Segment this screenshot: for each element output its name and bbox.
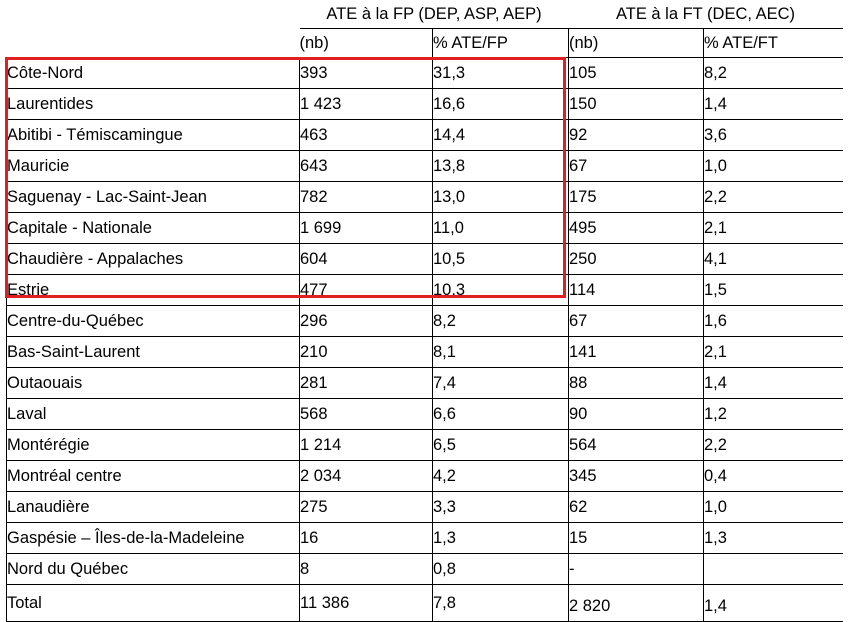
pct-fp-cell: 8,2 (433, 306, 569, 337)
table-row (7, 275, 843, 306)
nb-fp-cell: 2 034 (300, 461, 433, 492)
pct-ft-cell: 2,2 (704, 182, 843, 213)
region-cell: Capitale - Nationale (7, 213, 300, 244)
pct-ft-cell: 1,4 (704, 89, 843, 120)
nb-fp-cell: 281 (300, 368, 433, 399)
header-row-groups (7, 0, 843, 29)
nb-fp-cell: 477 (300, 275, 433, 306)
table-row (7, 120, 843, 151)
nb-ft-cell: 105 (569, 58, 704, 89)
nb-ft-cell: 495 (569, 213, 704, 244)
nb-ft-cell: 114 (569, 275, 704, 306)
region-cell: Saguenay - Lac-Saint-Jean (7, 182, 300, 213)
pct-ft-cell: 1,5 (704, 275, 843, 306)
region-cell: Centre-du-Québec (7, 306, 300, 337)
table-row (7, 58, 843, 89)
table-row (7, 368, 843, 399)
table-row (7, 399, 843, 430)
pct-ft-cell: 1,0 (704, 151, 843, 182)
header-pct-fp: % ATE/FP (433, 29, 569, 58)
pct-fp-cell: 8,1 (433, 337, 569, 368)
region-cell: Montérégie (7, 430, 300, 461)
nb-ft-cell: 67 (569, 151, 704, 182)
nb-fp-cell: 782 (300, 182, 433, 213)
pct-ft-cell: 8,2 (704, 58, 843, 89)
table-row (7, 461, 843, 492)
total-row (7, 585, 843, 622)
table-row (7, 89, 843, 120)
nb-ft-cell: 564 (569, 430, 704, 461)
nb-fp-cell: 296 (300, 306, 433, 337)
pct-fp-cell: 11,0 (433, 213, 569, 244)
nb-fp-cell: 393 (300, 58, 433, 89)
nb-fp-cell: 16 (300, 523, 433, 554)
table-row (7, 554, 843, 585)
total-pct-fp: 7,8 (433, 585, 569, 622)
nb-fp-cell: 1 699 (300, 213, 433, 244)
nb-fp-cell: 1 423 (300, 89, 433, 120)
pct-ft-cell: 1,2 (704, 399, 843, 430)
pct-ft-cell: 4,1 (704, 244, 843, 275)
nb-fp-cell: 275 (300, 492, 433, 523)
table-row (7, 492, 843, 523)
header-group-fp: ATE à la FP (DEP, ASP, AEP) (326, 5, 542, 23)
pct-fp-cell: 13,0 (433, 182, 569, 213)
pct-ft-cell: 1,6 (704, 306, 843, 337)
region-cell: Bas-Saint-Laurent (7, 337, 300, 368)
total-nb-fp: 11 386 (300, 585, 433, 622)
region-cell: Laurentides (7, 89, 300, 120)
region-cell: Abitibi - Témiscamingue (7, 120, 300, 151)
header-nb-ft: (nb) (569, 29, 704, 58)
pct-ft-cell: 2,2 (704, 430, 843, 461)
table-row (7, 337, 843, 368)
header-nb-fp: (nb) (300, 29, 433, 58)
nb-ft-cell: - (569, 554, 704, 585)
table-row (7, 523, 843, 554)
header-group-ft: ATE à la FT (DEC, AEC) (615, 5, 796, 23)
pct-fp-cell: 7,4 (433, 368, 569, 399)
region-cell: Nord du Québec (7, 554, 300, 585)
header-empty-cell (7, 0, 300, 29)
nb-ft-cell: 67 (569, 306, 704, 337)
nb-ft-cell: 90 (569, 399, 704, 430)
pct-fp-cell: 3,3 (433, 492, 569, 523)
pct-fp-cell: 14,4 (433, 120, 569, 151)
table-row (7, 213, 843, 244)
header-pct-ft: % ATE/FT (704, 29, 843, 58)
pct-ft-cell: 1,3 (704, 523, 843, 554)
pct-ft-cell (704, 554, 843, 585)
header-empty-cell (7, 29, 300, 58)
nb-ft-cell: 345 (569, 461, 704, 492)
nb-ft-cell: 88 (569, 368, 704, 399)
region-cell: Chaudière - Appalaches (7, 244, 300, 275)
nb-ft-cell: 141 (569, 337, 704, 368)
total-nb-ft: 2 820 (569, 585, 704, 622)
region-cell: Lanaudière (7, 492, 300, 523)
total-pct-ft: 1,4 (704, 585, 843, 622)
pct-fp-cell: 6,6 (433, 399, 569, 430)
total-label: Total (7, 585, 300, 622)
pct-fp-cell: 4,2 (433, 461, 569, 492)
nb-ft-cell: 150 (569, 89, 704, 120)
nb-fp-cell: 1 214 (300, 430, 433, 461)
region-cell: Gaspésie – Îles-de-la-Madeleine (7, 523, 300, 554)
nb-fp-cell: 604 (300, 244, 433, 275)
nb-ft-cell: 250 (569, 244, 704, 275)
pct-fp-cell: 1,3 (433, 523, 569, 554)
header-row-units (7, 29, 843, 58)
pct-ft-cell: 3,6 (704, 120, 843, 151)
pct-fp-cell: 31,3 (433, 58, 569, 89)
region-cell: Côte-Nord (7, 58, 300, 89)
region-cell: Mauricie (7, 151, 300, 182)
nb-ft-cell: 15 (569, 523, 704, 554)
pct-ft-cell: 2,1 (704, 213, 843, 244)
pct-fp-cell: 6,5 (433, 430, 569, 461)
nb-fp-cell: 463 (300, 120, 433, 151)
nb-ft-cell: 92 (569, 120, 704, 151)
nb-fp-cell: 643 (300, 151, 433, 182)
nb-ft-cell: 62 (569, 492, 704, 523)
pct-fp-cell: 0,8 (433, 554, 569, 585)
pct-ft-cell: 1,0 (704, 492, 843, 523)
nb-fp-cell: 210 (300, 337, 433, 368)
pct-fp-cell: 13,8 (433, 151, 569, 182)
region-cell: Laval (7, 399, 300, 430)
nb-ft-cell: 175 (569, 182, 704, 213)
nb-fp-cell: 568 (300, 399, 433, 430)
table-row (7, 151, 843, 182)
table-row (7, 306, 843, 337)
pct-ft-cell: 2,1 (704, 337, 843, 368)
pct-fp-cell: 10,5 (433, 244, 569, 275)
pct-fp-cell: 10,3 (433, 275, 569, 306)
regional-stats-table (6, 0, 843, 622)
pct-fp-cell: 16,6 (433, 89, 569, 120)
pct-ft-cell: 0,4 (704, 461, 843, 492)
region-cell: Outaouais (7, 368, 300, 399)
table-row (7, 430, 843, 461)
table-row (7, 182, 843, 213)
nb-fp-cell: 8 (300, 554, 433, 585)
pct-ft-cell: 1,4 (704, 368, 843, 399)
region-cell: Estrie (7, 275, 300, 306)
table-row (7, 244, 843, 275)
region-cell: Montréal centre (7, 461, 300, 492)
